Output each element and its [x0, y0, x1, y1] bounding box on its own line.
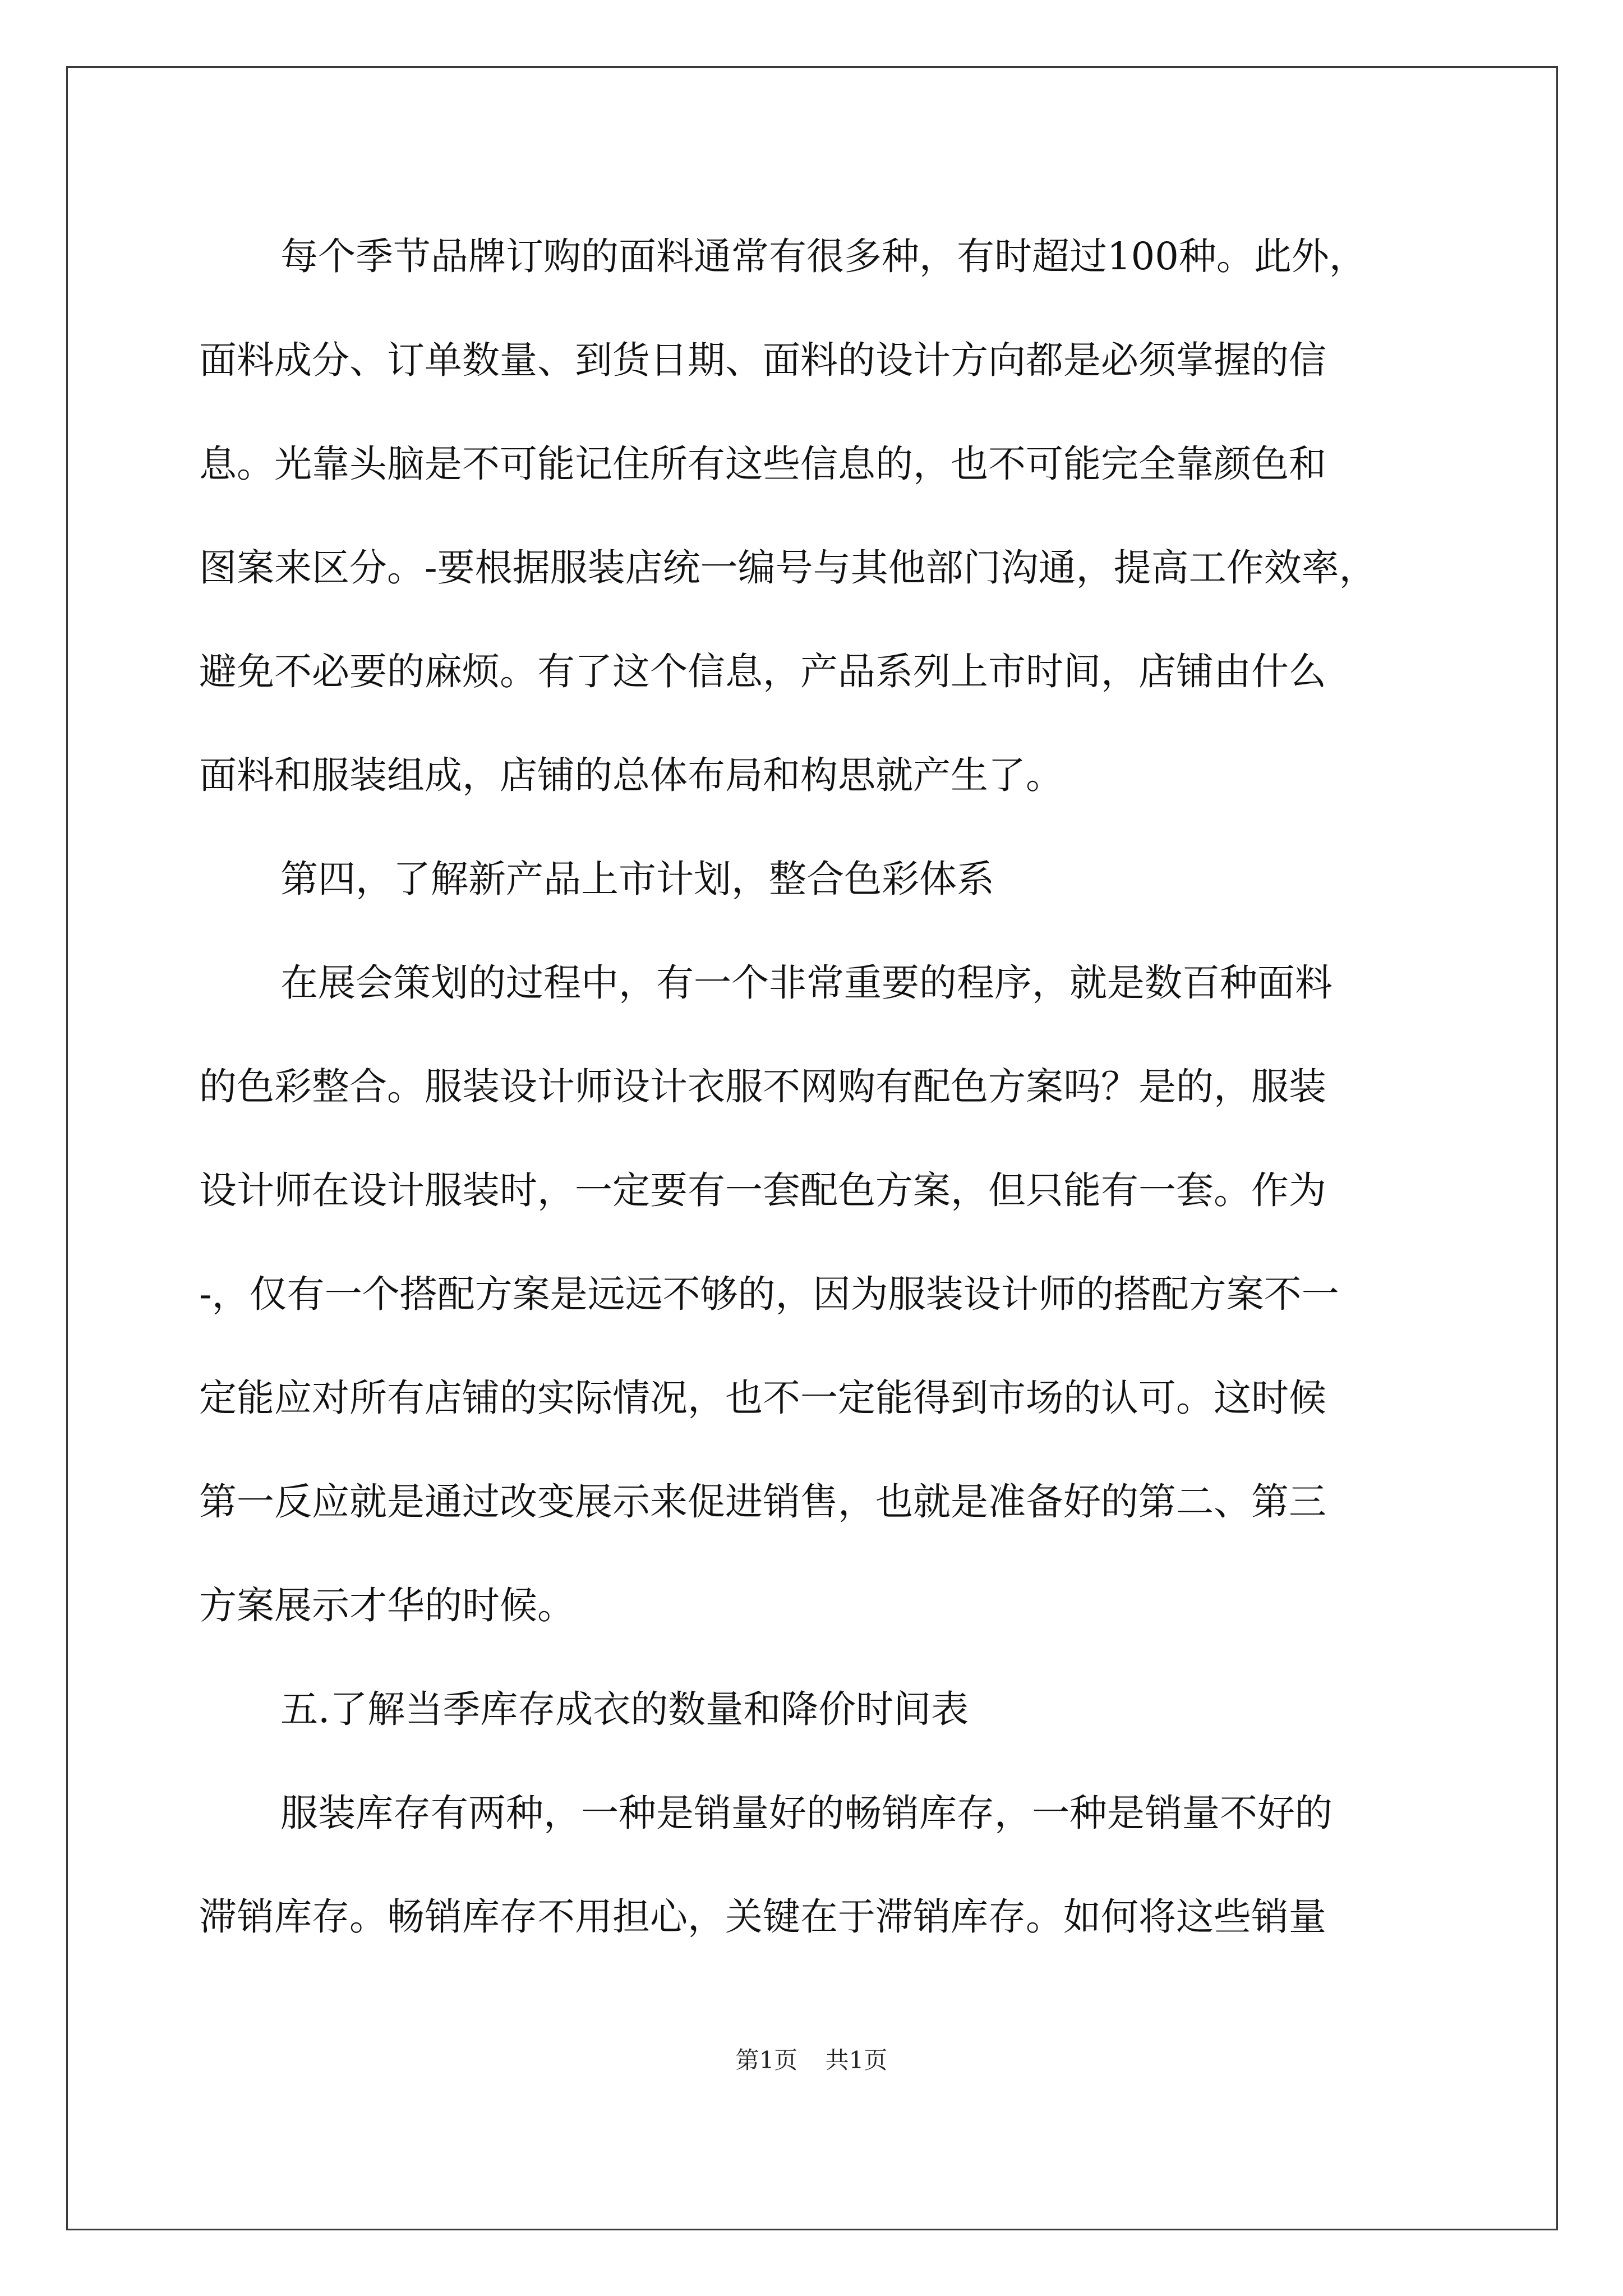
paragraph-line: 方案展示才华的时候。	[199, 1584, 575, 1627]
paragraph-line: 的色彩整合。服装设计师设计衣服不网购有配色方案吗？是的，服装	[199, 1065, 1326, 1108]
paragraph-line: 面料成分、订单数量、到货日期、面料的设计方向都是必须掌握的信	[199, 338, 1326, 382]
paragraph-line: 第一反应就是通过改变展示来促进销售，也就是准备好的第二、第三	[199, 1480, 1326, 1524]
paragraph-line: -，仅有一个搭配方案是远远不够的，因为服装设计师的搭配方案不一	[199, 1272, 1339, 1316]
paragraph-line: 面料和服装组成，店铺的总体布局和构思就产生了。	[199, 753, 1063, 797]
section-heading: 第四，了解新产品上市计划，整合色彩体系	[280, 857, 994, 901]
page-footer	[0, 2042, 1623, 2076]
paragraph-line: 设计师在设计服装时，一定要有一套配色方案，但只能有一套。作为	[199, 1168, 1326, 1212]
paragraph-line: 服装库存有两种，一种是销量好的畅销库存，一种是销量不好的	[280, 1791, 1332, 1835]
page-total: 共1页	[825, 2046, 888, 2074]
paragraph-line: 图案来区分。-要根据服装店统一编号与其他部门沟通，提高工作效率，	[199, 546, 1377, 590]
paragraph-line: 滞销库存。畅销库存不用担心，关键在于滞销库存。如何将这些销量	[199, 1895, 1326, 1939]
section-heading: 五.了解当季库存成衣的数量和降价时间表	[280, 1687, 969, 1731]
paragraph-line: 在展会策划的过程中，有一个非常重要的程序，就是数百种面料	[280, 961, 1332, 1005]
paragraph-line: 息。光靠头脑是不可能记住所有这些信息的，也不可能完全靠颜色和	[199, 442, 1326, 486]
paragraph-line: 每个季节品牌订购的面料通常有很多种，有时超过100种。此外，	[280, 234, 1367, 278]
paragraph-line: 避免不必要的麻烦。有了这个信息，产品系列上市时间，店铺由什么	[199, 650, 1326, 693]
paragraph-line: 定能应对所有店铺的实际情况，也不一定能得到市场的认可。这时候	[199, 1376, 1326, 1420]
document-body	[199, 205, 1438, 1969]
page-number: 第1页	[735, 2046, 798, 2074]
